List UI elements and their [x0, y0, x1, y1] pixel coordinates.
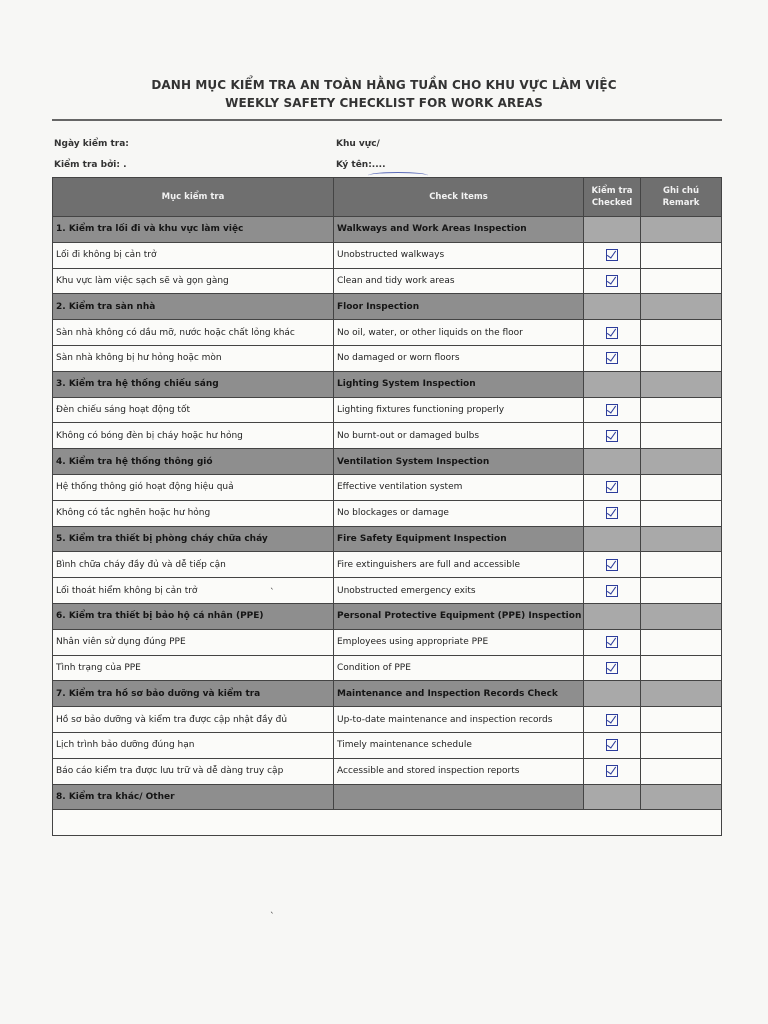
item-vi: Đèn chiếu sáng hoạt động tốt: [53, 397, 334, 423]
checklist-row: [53, 655, 722, 681]
checked-checkbox[interactable]: [606, 559, 618, 571]
area-label: Khu vực/: [336, 139, 380, 149]
remark-cell[interactable]: [641, 552, 722, 578]
header-remark-en: Remark: [662, 198, 700, 208]
item-vi: Lối đi không bị cản trở: [53, 242, 334, 268]
checklist-row: [53, 345, 722, 371]
item-en: Up-to-date maintenance and inspection records: [334, 707, 584, 733]
checklist-row: [53, 758, 722, 784]
checklist-row: [53, 500, 722, 526]
header-remark-vi: Ghi chú: [662, 186, 700, 196]
item-vi: Bình chữa cháy đầy đủ và dễ tiếp cận: [53, 552, 334, 578]
section-title-en: Floor Inspection: [334, 294, 584, 320]
section-title-other: 8. Kiểm tra khác/ Other: [53, 784, 334, 810]
section-title-vi: 1. Kiểm tra lối đi và khu vực làm việc: [53, 217, 334, 243]
remark-cell[interactable]: [641, 242, 722, 268]
checked-checkbox[interactable]: [606, 249, 618, 261]
section-row: [53, 217, 722, 243]
checked-checkbox[interactable]: [606, 404, 618, 416]
checklist-row: [53, 268, 722, 294]
item-vi: Sàn nhà không có dầu mỡ, nước hoặc chất lỏng khác: [53, 320, 334, 346]
section-title-vi: 5. Kiểm tra thiết bị phòng cháy chữa cháy: [53, 526, 334, 552]
item-vi: Nhân viên sử dụng đúng PPE: [53, 629, 334, 655]
section-title-en: Maintenance and Inspection Records Check: [334, 681, 584, 707]
header-item-vi: Mục kiểm tra: [53, 178, 334, 217]
section-title-vi: 7. Kiểm tra hồ sơ bảo dưỡng và kiểm tra: [53, 681, 334, 707]
header-checked-en: Checked: [591, 198, 633, 208]
checklist-row: [53, 732, 722, 758]
item-en: Employees using appropriate PPE: [334, 629, 584, 655]
title-vietnamese: DANH MỤC KIỂM TRA AN TOÀN HẰNG TUẦN CHO KHU VỰC LÀM VIỆC: [151, 78, 617, 92]
item-vi: Lối thoát hiểm không bị cản trở: [53, 578, 334, 604]
inspection-date-label: Ngày kiểm tra:: [54, 139, 129, 149]
remark-cell[interactable]: [641, 423, 722, 449]
item-en: Lighting fixtures functioning properly: [334, 397, 584, 423]
checklist-row: [53, 629, 722, 655]
checked-checkbox[interactable]: [606, 636, 618, 648]
item-en: Timely maintenance schedule: [334, 732, 584, 758]
checked-checkbox[interactable]: [606, 739, 618, 751]
item-en: Unobstructed emergency exits: [334, 578, 584, 604]
header-remark: [641, 178, 722, 217]
other-notes-area[interactable]: [53, 810, 722, 836]
checklist-row: [53, 578, 722, 604]
checked-checkbox[interactable]: [606, 662, 618, 674]
item-en: No oil, water, or other liquids on the floor: [334, 320, 584, 346]
other-notes-row: [53, 810, 722, 836]
checklist-table: [52, 177, 722, 836]
remark-cell[interactable]: [641, 268, 722, 294]
table-header-row: [53, 178, 722, 217]
item-en: Accessible and stored inspection reports: [334, 758, 584, 784]
checker-label: Kiểm tra bởi: .: [54, 160, 127, 170]
stray-mark: `: [270, 912, 275, 922]
item-en: Effective ventilation system: [334, 474, 584, 500]
remark-cell[interactable]: [641, 320, 722, 346]
remark-cell[interactable]: [641, 500, 722, 526]
remark-cell[interactable]: [641, 578, 722, 604]
section-title-vi: 2. Kiểm tra sàn nhà: [53, 294, 334, 320]
remark-cell[interactable]: [641, 397, 722, 423]
checklist-row: [53, 397, 722, 423]
remark-cell[interactable]: [641, 655, 722, 681]
item-vi: Khu vực làm việc sạch sẽ và gọn gàng: [53, 268, 334, 294]
header-checked: [584, 178, 641, 217]
checked-checkbox[interactable]: [606, 481, 618, 493]
signature-label: Ký tên:....: [336, 160, 386, 170]
header-checked-vi: Kiểm tra: [591, 186, 633, 196]
remark-cell[interactable]: [641, 629, 722, 655]
title-english: WEEKLY SAFETY CHECKLIST FOR WORK AREAS: [225, 96, 543, 110]
section-title-en: Walkways and Work Areas Inspection: [334, 217, 584, 243]
item-vi: Hệ thống thông gió hoạt động hiệu quả: [53, 474, 334, 500]
section-title-en: Fire Safety Equipment Inspection: [334, 526, 584, 552]
item-vi: Không có tắc nghẽn hoặc hư hỏng: [53, 500, 334, 526]
stray-mark: `: [270, 588, 275, 598]
item-vi: Sàn nhà không bị hư hỏng hoặc mòn: [53, 345, 334, 371]
checked-checkbox[interactable]: [606, 352, 618, 364]
item-en: Fire extinguishers are full and accessible: [334, 552, 584, 578]
section-row-other: [53, 784, 722, 810]
checklist-row: [53, 242, 722, 268]
checked-checkbox[interactable]: [606, 327, 618, 339]
checklist-row: [53, 474, 722, 500]
checklist-row: [53, 423, 722, 449]
item-en: No damaged or worn floors: [334, 345, 584, 371]
remark-cell[interactable]: [641, 758, 722, 784]
section-title-en: Ventilation System Inspection: [334, 449, 584, 475]
remark-cell[interactable]: [641, 474, 722, 500]
item-en: No burnt-out or damaged bulbs: [334, 423, 584, 449]
remark-cell[interactable]: [641, 732, 722, 758]
remark-cell[interactable]: [641, 707, 722, 733]
checked-checkbox[interactable]: [606, 430, 618, 442]
item-vi: Tình trạng của PPE: [53, 655, 334, 681]
checked-checkbox[interactable]: [606, 585, 618, 597]
title-rule: [52, 119, 722, 121]
section-title-vi: 3. Kiểm tra hệ thống chiếu sáng: [53, 371, 334, 397]
checked-checkbox[interactable]: [606, 275, 618, 287]
item-en: Unobstructed walkways: [334, 242, 584, 268]
section-row: [53, 603, 722, 629]
section-row: [53, 449, 722, 475]
checked-checkbox[interactable]: [606, 507, 618, 519]
item-en: Condition of PPE: [334, 655, 584, 681]
section-row: [53, 371, 722, 397]
checked-checkbox[interactable]: [606, 765, 618, 777]
item-vi: Hồ sơ bảo dưỡng và kiểm tra được cập nhật đầy đủ: [53, 707, 334, 733]
header-item-en: Check Items: [334, 178, 584, 217]
item-vi: Lịch trình bảo dưỡng đúng hạn: [53, 732, 334, 758]
checklist-row: [53, 320, 722, 346]
item-en: No blockages or damage: [334, 500, 584, 526]
section-title-vi: 6. Kiểm tra thiết bị bảo hộ cá nhân (PPE): [53, 603, 334, 629]
checklist-row: [53, 707, 722, 733]
remark-cell[interactable]: [641, 345, 722, 371]
checklist-row: [53, 552, 722, 578]
section-title-en: Lighting System Inspection: [334, 371, 584, 397]
item-vi: Báo cáo kiểm tra được lưu trữ và dễ dàng truy cập: [53, 758, 334, 784]
section-row: [53, 681, 722, 707]
section-row: [53, 294, 722, 320]
section-title-vi: 4. Kiểm tra hệ thống thông gió: [53, 449, 334, 475]
checked-checkbox[interactable]: [606, 714, 618, 726]
section-row: [53, 526, 722, 552]
item-en: Clean and tidy work areas: [334, 268, 584, 294]
section-title-en: Personal Protective Equipment (PPE) Inspection: [334, 603, 584, 629]
item-vi: Không có bóng đèn bị cháy hoặc hư hỏng: [53, 423, 334, 449]
